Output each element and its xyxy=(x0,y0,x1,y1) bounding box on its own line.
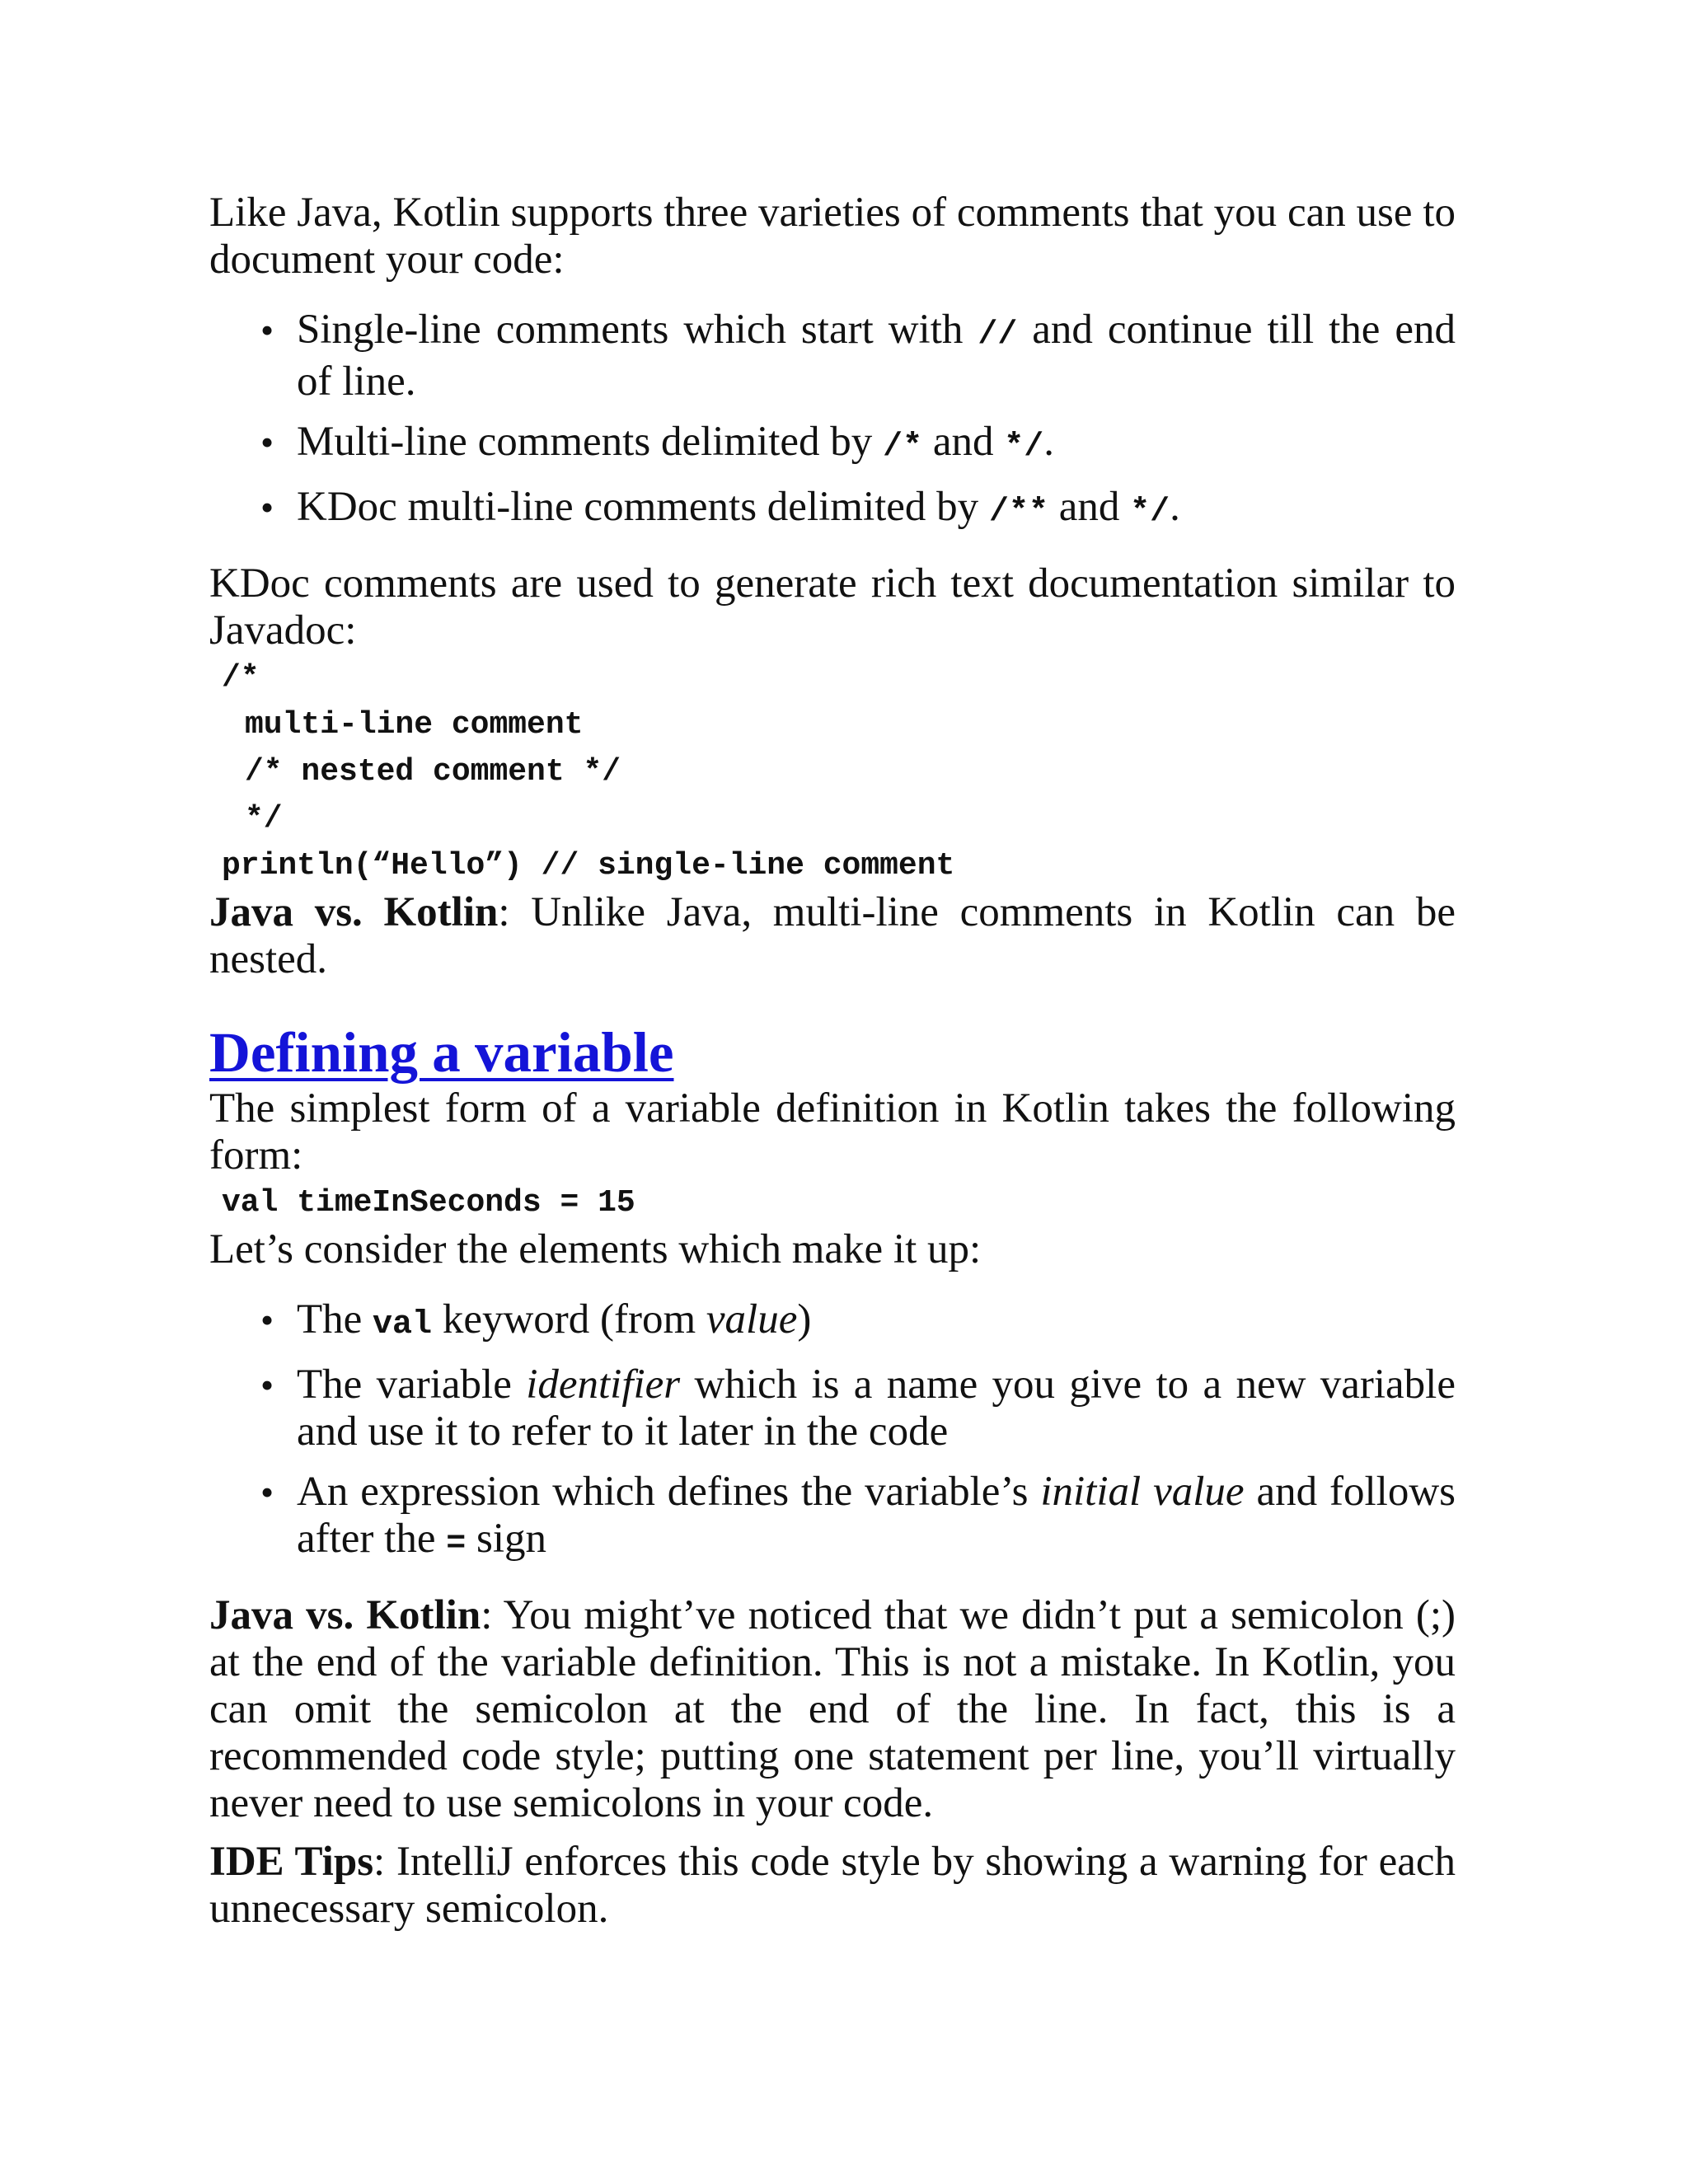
intro-paragraph: Like Java, Kotlin supports three varieties of comments that you can use to document your code: xyxy=(209,190,1456,283)
list-item: • The variable identifier which is a name you give to a new variable and use it to refer to it later in the code xyxy=(260,1361,1456,1455)
bullet-icon: • xyxy=(260,486,274,528)
document-page xyxy=(209,190,1456,1933)
code-line: multi-line comment xyxy=(245,707,584,743)
note-label: Java vs. Kotlin xyxy=(209,889,499,935)
inline-code: = xyxy=(446,1526,467,1563)
inline-code: /* xyxy=(883,429,923,466)
code-block-comments xyxy=(209,654,1456,889)
variable-intro-paragraph: The simplest form of a variable definition in Kotlin takes the following form: xyxy=(209,1085,1456,1179)
ide-tips-note: IDE Tips: IntelliJ enforces this code style by showing a warning for each unnecessary semicolon. xyxy=(209,1839,1456,1932)
code-line: val timeInSeconds = 15 xyxy=(222,1185,635,1221)
code-line: */ xyxy=(245,801,283,837)
inline-code: */ xyxy=(1130,494,1170,531)
variable-elements-list xyxy=(209,1296,1456,1568)
note-label: Java vs. Kotlin xyxy=(209,1592,481,1638)
note-label: IDE Tips xyxy=(209,1839,374,1885)
section-heading[interactable]: Defining a variable xyxy=(209,1021,674,1084)
java-vs-kotlin-note-semicolon: Java vs. Kotlin: You might’ve noticed that we didn’t put a semicolon (;) at the end of the variable definition. This is not a mistake. In Kotlin, you can omit the semicolon at the end of the line. In fact, this is a recommended code style; putting one statement per line, you’ll virtually never need to use semicolons in your code. xyxy=(209,1592,1456,1826)
inline-code: */ xyxy=(1004,429,1044,466)
bullet-icon: • xyxy=(260,1364,274,1406)
bullet-icon: • xyxy=(260,1299,274,1341)
code-block-variable xyxy=(209,1179,1456,1226)
inline-code: /** xyxy=(988,494,1048,531)
inline-code: val xyxy=(373,1306,433,1343)
kdoc-paragraph: KDoc comments are used to generate rich text documentation similar to Javadoc: xyxy=(209,560,1456,654)
list-item: • An expression which defines the variable’s initial value and follows after the = sign xyxy=(260,1469,1456,1563)
comment-types-list xyxy=(209,307,1456,536)
code-line: /* nested comment */ xyxy=(245,754,621,790)
list-item: • The val keyword (from value) xyxy=(260,1296,812,1343)
inline-code: // xyxy=(978,316,1018,354)
bullet-icon: • xyxy=(260,421,274,463)
code-line: /* xyxy=(222,660,260,696)
list-item: • Single-line comments which start with // and continue till the end of line. xyxy=(260,307,1456,405)
bullet-icon: • xyxy=(260,309,274,351)
elements-lead: Let’s consider the elements which make it up: xyxy=(209,1226,982,1272)
bullet-icon: • xyxy=(260,1471,274,1513)
code-line: println(“Hello”) // single-line comment xyxy=(222,848,955,883)
list-item: • Multi-line comments delimited by /* and */. xyxy=(260,419,1054,466)
java-vs-kotlin-note-nesting: Java vs. Kotlin: Unlike Java, multi-line comments in Kotlin can be nested. xyxy=(209,889,1456,982)
list-item: • KDoc multi-line comments delimited by /** and */. xyxy=(260,484,1180,531)
